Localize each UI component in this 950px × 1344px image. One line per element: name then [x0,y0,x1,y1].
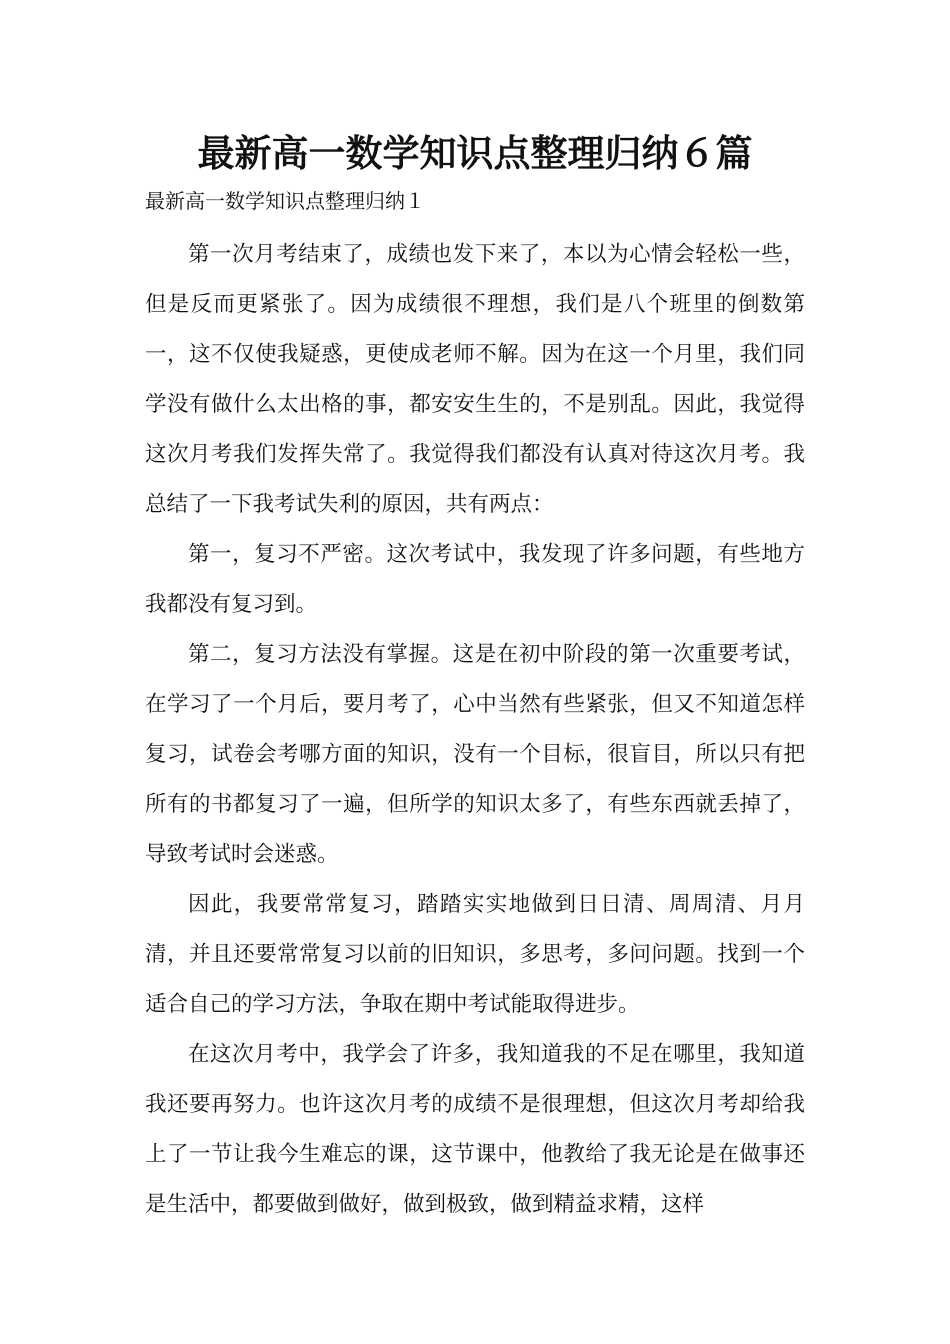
document-body [145,230,805,1230]
paragraph: 因此，我要常常复习，踏踏实实地做到日日清、周周清、月月清，并且还要常常复习以前的旧知识，多思考，多问问题。找到一个适合自己的学习方法，争取在期中考试能取得进步。 [145,892,805,1017]
paragraph: 第二，复习方法没有掌握。这是在初中阶段的第一次重要考试，在学习了一个月后，要月考了，心中当然有些紧张，但又不知道怎样复习，试卷会考哪方面的知识，没有一个目标，很盲目，所以只有把所有的书都复习了一遍，但所学的知识太多了，有些东西就丢掉了，导致考试时会迷惑。 [145,642,805,867]
paragraph: 在这次月考中，我学会了许多，我知道我的不足在哪里，我知道我还要再努力。也许这次月考的成绩不是很理想，但这次月考却给我上了一节让我今生难忘的课，这节课中，他教给了我无论是在做事还是生活中，都要做到做好，做到极致，做到精益求精，这样 [145,1042,805,1217]
document-title: 最新高一数学知识点整理归纳６篇 [197,132,753,175]
paragraph: 第一次月考结束了，成绩也发下来了，本以为心情会轻松一些，但是反而更紧张了。因为成绩很不理想，我们是八个班里的倒数第一，这不仅使我疑惑，更使成老师不解。因为在这一个月里，我们同学没有做什么太出格的事，都安安生生的，不是别乱。因此，我觉得这次月考我们发挥失常了。我觉得我们都没有认真对待这次月考。我总结了一下我考试失利的原因，共有两点： [145,242,805,517]
section-heading: 最新高一数学知识点整理归纳１ [145,189,425,213]
paragraph: 第一，复习不严密。这次考试中，我发现了许多问题，有些地方我都没有复习到。 [145,542,805,617]
